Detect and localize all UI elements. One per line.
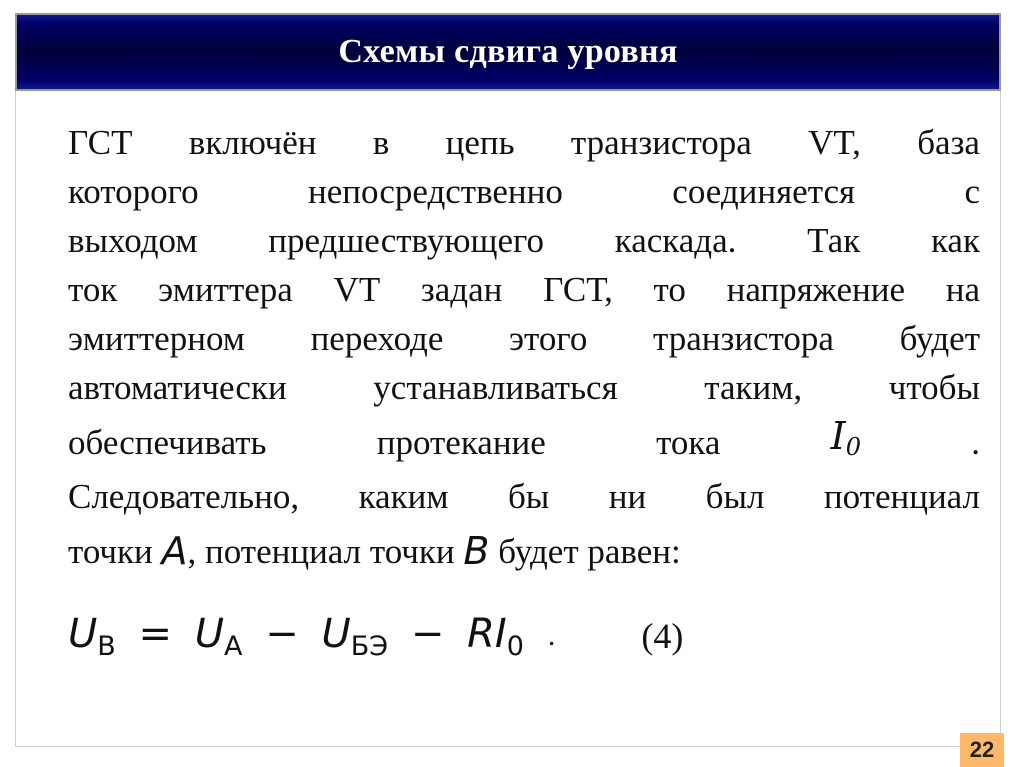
paragraph-line-8 — [68, 472, 980, 521]
word: чтобы — [888, 368, 980, 407]
equation-4 — [68, 603, 683, 669]
word: которого — [68, 172, 199, 211]
text-fragment: точки — [68, 531, 162, 571]
word: устанавливаться — [373, 368, 618, 407]
word: этого — [509, 319, 588, 358]
word: протекание — [376, 422, 546, 462]
word: Следовательно, — [68, 477, 300, 516]
word: каскада. — [614, 221, 737, 260]
symbol-u: U — [68, 610, 98, 657]
word: включён — [188, 123, 317, 162]
word: транзистора — [653, 319, 834, 358]
word: напряжение — [726, 270, 905, 309]
word: ГСТ — [68, 123, 133, 162]
word: соединяется — [672, 172, 856, 211]
word: транзистора — [570, 123, 752, 162]
word: VT — [333, 270, 381, 309]
symbol-i-subscript: 0 — [845, 433, 861, 461]
word: таким, — [704, 368, 803, 407]
word: цепь — [445, 123, 515, 162]
subscript-be: БЭ — [350, 630, 389, 662]
equals-sign: = — [138, 610, 173, 657]
point-a-symbol: A — [161, 528, 188, 573]
word: автоматически — [68, 368, 287, 407]
word: на — [945, 270, 980, 309]
word: эмиттерном — [68, 319, 245, 358]
word: предшествующего — [268, 221, 544, 260]
word: в — [372, 123, 390, 162]
title-bar — [15, 13, 1001, 91]
formula-period: . — [547, 619, 556, 652]
word: то — [653, 270, 686, 309]
paragraph-line-2 — [68, 167, 980, 216]
page-number-badge: 22 — [960, 733, 1004, 767]
subscript-a: A — [224, 630, 243, 662]
word: ток — [68, 270, 118, 309]
paragraph-line-7 — [68, 412, 980, 472]
symbol-u: U — [321, 610, 351, 657]
word: как — [930, 221, 980, 260]
word: база — [917, 123, 980, 162]
text-fragment: будет равен: — [489, 531, 681, 571]
word: будет — [899, 319, 980, 358]
period: . — [971, 422, 980, 462]
slide-title: Схемы сдвига уровня — [338, 33, 678, 70]
paragraph-line-9 — [68, 521, 980, 581]
text-fragment: , потенциал точки — [187, 531, 464, 571]
paragraph-line-3 — [68, 216, 980, 265]
word: бы — [507, 477, 550, 516]
word: задан — [420, 270, 503, 309]
subscript-b: B — [97, 630, 116, 662]
word: был — [705, 477, 765, 516]
minus-sign: − — [410, 610, 445, 657]
word: тока — [656, 422, 721, 462]
paragraph-line-6 — [68, 363, 980, 412]
word: потенциал — [823, 477, 980, 516]
current-symbol-i0 — [831, 412, 861, 472]
paragraph-line-1 — [68, 118, 980, 167]
word: обеспечивать — [68, 422, 267, 462]
word: ГСТ, — [543, 270, 613, 309]
paragraph-line-4 — [68, 265, 980, 314]
symbol-ri: RI — [467, 610, 507, 657]
word: Так — [807, 221, 861, 260]
word: переходе — [310, 319, 444, 358]
paragraph-line-5 — [68, 314, 980, 363]
symbol-u: U — [194, 610, 225, 657]
body-paragraph — [68, 118, 980, 581]
minus-sign: − — [265, 610, 299, 657]
word: каким — [358, 477, 449, 516]
word: выходом — [68, 221, 198, 260]
word: с — [964, 172, 980, 211]
word: VT, — [808, 123, 861, 162]
subscript-0: 0 — [506, 630, 524, 662]
point-b-symbol: B — [463, 528, 490, 573]
equation-number: (4) — [641, 616, 684, 656]
word: ни — [608, 477, 647, 516]
symbol-i: I — [830, 414, 846, 458]
word: эмиттера — [158, 270, 293, 309]
formula — [68, 611, 524, 662]
word: непосредственно — [307, 172, 563, 211]
